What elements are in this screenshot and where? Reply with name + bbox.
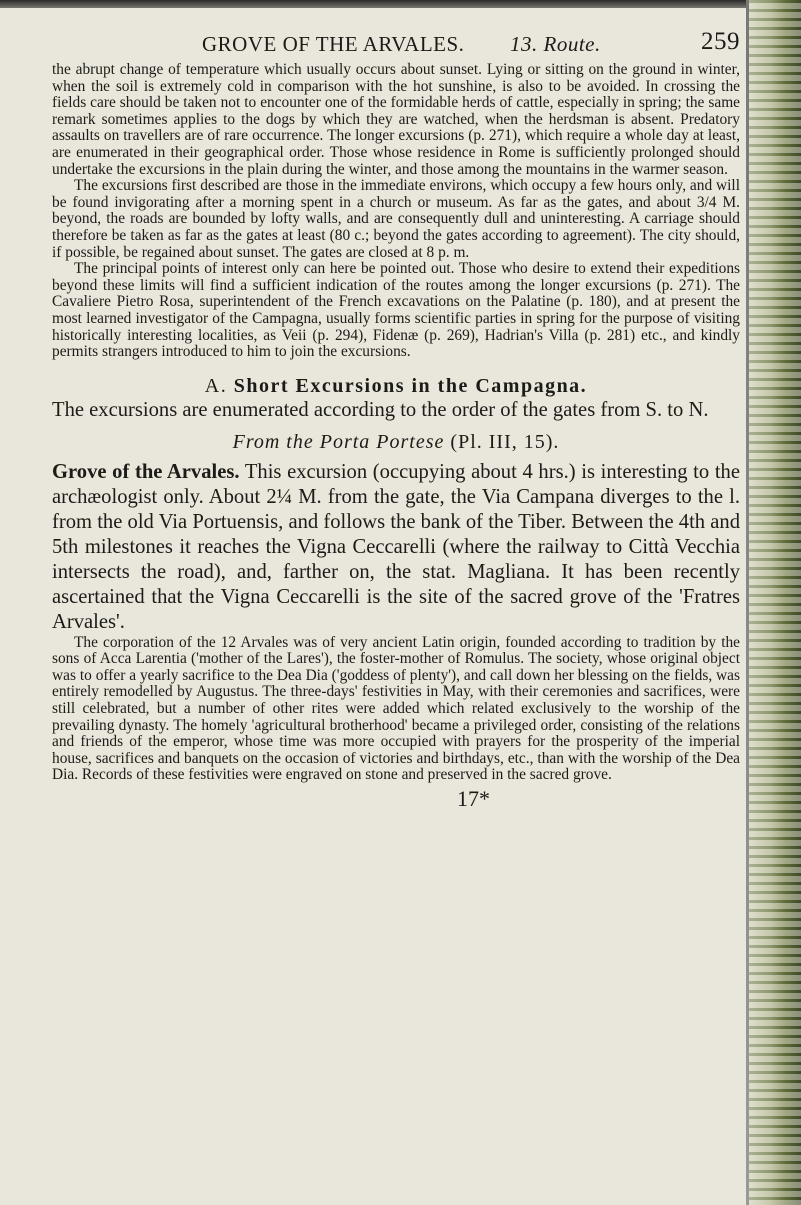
signature-mark: 17* xyxy=(457,786,490,812)
route-label: 13. Route. xyxy=(510,32,601,56)
section-letter: A. xyxy=(204,374,228,397)
sub-heading-ref: (Pl. III, 15). xyxy=(450,430,560,453)
grove-body: This excursion (occupying about 4 hrs.) is interesting to the archæologist only. About 2¼ M. from the gate, the Via Campana diverges to the l. from the old Via Portuensis, and follows the bank of the Tiber. Between the 4th and 5th milestones it reaches the Vigna Ceccarelli (where the railway to Città Vecchia intersects the road), and, farther on, the stat. Magliana. It has been recently ascertained that the Vigna Ceccarelli is the site of the sacred grove of the 'Fratres Arvales'. xyxy=(52,460,740,633)
section-intro: The excursions are enumerated according to the order of the gates from S. to N. xyxy=(52,398,709,421)
intro-paragraph-3: The principal points of interest only can here be pointed out. Those who desire to extend their expeditions beyond these limits will find a sufficient indication of the routes among the longer excursions (p. 271). The Cavaliere Pietro Rosa, superintendent of the French excavations on the Palatine (p. 180), and at present the most learned investigator of the Campagna, usually forms scientific parties in spring for the purpose of visiting historically interesting localities, as Veii (p. 294), Fidenæ (p. 269), Hadrian's Villa (p. 281) etc., and kindly permits strangers introduced to him to join the excursions. xyxy=(52,260,740,361)
grove-lead: Grove of the Arvales. xyxy=(52,460,240,483)
sub-heading-text: From the Porta Portese xyxy=(232,430,445,453)
page-number: 259 xyxy=(701,28,740,55)
section-heading xyxy=(52,375,740,398)
grove-paragraph xyxy=(52,460,740,635)
intro-paragraph-2: The excursions first described are those in the immediate environs, which occupy a few hours only, and will be found invigorating after a morning spent in a church or museum. As far as the gates, and about 3/4 M. beyond, the roads are bounded by lofty walls, and are consequently dull and uninteresting. A carriage should therefore be taken as far as the gates at least (80 c.; beyond the gates according to agreement). The city should, if possible, be regained about sunset. The gates are closed at 8 p. m. xyxy=(52,177,740,261)
book-page xyxy=(52,28,740,812)
sub-heading xyxy=(52,431,740,454)
book-spine xyxy=(749,0,801,1205)
section-title: Short Excursions in the Campagna. xyxy=(233,374,588,397)
page-header xyxy=(52,28,740,62)
scan-edge-top xyxy=(0,0,801,8)
intro-paragraph-1: the abrupt change of temperature which usually occurs about sunset. Lying or sitting on the ground in winter, when the soil is extremely cold in comparison with the hot sunshine, is also to be avoided. In crossing the fields care should be taken not to encounter one of the formidable herds of cattle, especially in spring; the same remark sometimes applies to the dogs by which they are watched, when the herdsman is absent. Predatory assaults on travellers are of rare occurrence. The longer excursions (p. 271), which require a whole day at least, are enumerated in their geographical order. Those whose residence in Rome is sufficiently prolonged should undertake the excursions in the plain during the winter, and those among the mountains in the warmer season. xyxy=(52,61,740,178)
arvales-note: The corporation of the 12 Arvales was of very ancient Latin origin, founded according to tradition by the sons of Acca Larentia ('mother of the Lares'), the foster-mother of Romulus. The society, whose original object was to offer a yearly sacrifice to the Dea Dia ('goddess of plenty'), and call down her blessing on the fields, was entirely remodelled by Augustus. The three-days' festivities in May, with their ceremonies and sacrifices, were still celebrated, but a number of other rites were added which related exclusively to the worship of the prevailing dynasty. The homely 'agricultural brotherhood' became a privileged order, consisting of the relations and friends of the emperor, whose time was more occupied with prayers for the prosperity of the imperial house, sacrifices and banquets on the occasion of victories and birthdays, etc., than with the worship of the Dea Dia. Records of these festivities were engraved on stone and preserved in the sacred grove. xyxy=(52,633,740,784)
running-title: GROVE OF THE ARVALES. xyxy=(202,32,465,56)
